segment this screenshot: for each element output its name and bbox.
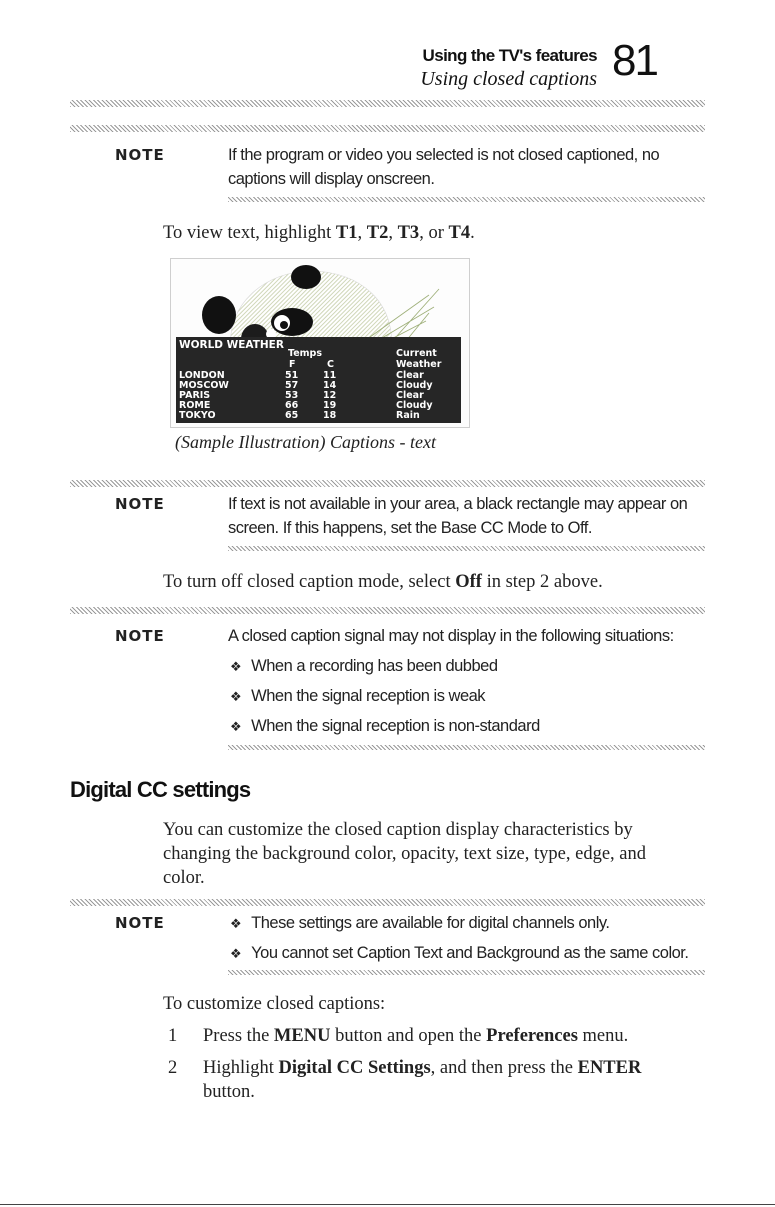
term-t2: T2 (366, 223, 389, 243)
note-label: NOTE (115, 914, 165, 932)
text-run: , and then press the (430, 1058, 578, 1078)
bullet-text: You cannot set Caption Text and Background as the same color. (251, 944, 689, 962)
note-text-line: captions will display onscreen. (228, 170, 435, 188)
note-text-line: If text is not available in your area, a black rectangle may appear on (228, 495, 688, 513)
text-run: . (470, 223, 475, 243)
weather-temp-f: 66 (285, 400, 299, 411)
weather-temp-c: 11 (323, 370, 337, 381)
note-text-line: screen. If this happens, set the Base CC Mode to Off. (228, 519, 592, 537)
note-bottom-rule (228, 970, 705, 975)
weather-temp-c: 18 (323, 410, 337, 421)
note-bottom-rule (228, 546, 705, 551)
body-paragraph (163, 221, 475, 245)
weather-condition: Clear (396, 370, 424, 381)
page-bottom-edge (0, 1204, 775, 1205)
term-t3: T3 (397, 223, 420, 243)
note-top-rule (70, 125, 705, 132)
bullet-icon: ❖ (230, 946, 242, 961)
note-label: NOTE (115, 146, 165, 164)
term-preferences: Preferences (486, 1026, 578, 1046)
weather-city: PARIS (179, 390, 211, 401)
note-bottom-rule (228, 745, 705, 750)
section-heading: Digital CC settings (70, 777, 251, 802)
note-label: NOTE (115, 495, 165, 513)
bullet-icon: ❖ (230, 689, 242, 704)
section-paragraph-line: color. (163, 868, 205, 888)
header-rule (70, 100, 705, 107)
weather-title: WORLD WEATHER (179, 339, 284, 351)
note-top-rule (70, 899, 705, 906)
section-paragraph-line: You can customize the closed caption display characteristics by (163, 820, 633, 840)
weather-col-c: C (327, 359, 334, 370)
weather-col-current: Current (396, 348, 437, 359)
world-weather-caption-box (176, 337, 461, 423)
text-run: , (388, 223, 398, 243)
note-bullet-item (230, 941, 688, 966)
panda-graphic (171, 259, 469, 349)
note-text-line: A closed caption signal may not display in the following situations: (228, 627, 674, 645)
text-run: menu. (577, 1026, 629, 1046)
weather-city: ROME (179, 400, 211, 411)
sample-caption-illustration (170, 258, 470, 428)
term-enter: ENTER (577, 1058, 642, 1078)
note-bullet-item (230, 654, 498, 679)
body-paragraph: To customize closed captions: (163, 994, 386, 1014)
weather-col-weather: Weather (396, 359, 442, 370)
step-text (203, 1056, 641, 1080)
weather-temp-c: 14 (323, 380, 337, 391)
text-run: , (357, 223, 367, 243)
bullet-text: These settings are available for digital channels only. (251, 914, 610, 932)
weather-temp-f: 51 (285, 370, 299, 381)
note-label: NOTE (115, 627, 165, 645)
bullet-text: When the signal reception is weak (251, 687, 486, 705)
text-run: in step 2 above. (481, 572, 603, 592)
note-bullet-item (230, 684, 485, 709)
weather-col-temps: Temps (288, 348, 323, 359)
weather-temp-c: 19 (323, 400, 337, 411)
bullet-icon: ❖ (230, 719, 242, 734)
term-t1: T1 (335, 223, 358, 243)
step-text-continuation: button. (203, 1082, 255, 1102)
term-menu: MENU (273, 1026, 331, 1046)
weather-city: TOKYO (179, 410, 216, 421)
running-header-section: Using the TV's features (422, 46, 597, 65)
text-run: , or (419, 223, 449, 243)
term-digital-cc-settings: Digital CC Settings (278, 1058, 431, 1078)
weather-city: LONDON (179, 370, 225, 381)
bullet-text: When the signal reception is non-standard (251, 717, 540, 735)
step-text (203, 1024, 628, 1048)
note-text-line: If the program or video you selected is not closed captioned, no (228, 146, 660, 164)
weather-temp-f: 53 (285, 390, 299, 401)
step-number: 1 (168, 1026, 178, 1046)
text-run: Highlight (203, 1058, 279, 1078)
step-number: 2 (168, 1058, 178, 1078)
note-bullet-item (230, 911, 610, 936)
weather-temp-c: 12 (323, 390, 337, 401)
bullet-text: When a recording has been dubbed (251, 657, 498, 675)
illustration-caption: (Sample Illustration) Captions - text (175, 432, 436, 452)
weather-city: MOSCOW (179, 380, 229, 391)
term-t4: T4 (448, 223, 471, 243)
note-bullet-item (230, 714, 540, 739)
body-paragraph (163, 570, 603, 594)
text-run: Press the (203, 1026, 274, 1046)
weather-condition: Cloudy (396, 380, 433, 391)
section-paragraph-line: changing the background color, opacity, text size, type, edge, and (163, 844, 647, 864)
running-header-chapter: Using closed captions (420, 68, 597, 90)
note-bottom-rule (228, 197, 705, 202)
term-off: Off (455, 572, 482, 592)
weather-temp-f: 57 (285, 380, 299, 391)
weather-temp-f: 65 (285, 410, 299, 421)
weather-condition: Cloudy (396, 400, 433, 411)
bullet-icon: ❖ (230, 659, 242, 674)
text-run: To view text, highlight (163, 223, 336, 243)
text-run: button and open the (330, 1026, 487, 1046)
weather-condition: Clear (396, 390, 424, 401)
page-number: 81 (612, 36, 657, 85)
weather-condition: Rain (396, 410, 420, 421)
note-top-rule (70, 607, 705, 614)
bullet-icon: ❖ (230, 916, 242, 931)
note-top-rule (70, 480, 705, 487)
text-run: To turn off closed caption mode, select (163, 572, 456, 592)
weather-col-f: F (289, 359, 296, 370)
